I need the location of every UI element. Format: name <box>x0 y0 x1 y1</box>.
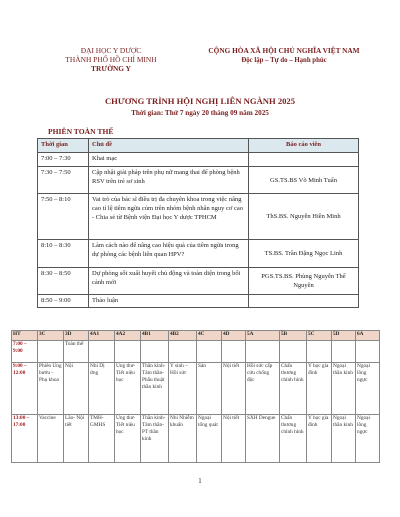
room-header-cell: 5B <box>280 331 307 341</box>
table-row <box>38 295 359 308</box>
room-cell: TMH- GMHS <box>89 415 115 463</box>
room-header-cell: 4B2 <box>169 331 197 341</box>
row-topic: Cập nhật giải pháp trên phụ nữ mang thai để phòng bệnh RSV trên trẻ sơ sinh <box>89 167 249 194</box>
room-cell: Hồi sức cấp cứu chống độc <box>246 363 280 415</box>
university-line-2: THÀNH PHỐ HỒ CHÍ MINH <box>65 55 157 64</box>
room-cell <box>307 341 332 363</box>
room-cell: SXH Dengue <box>246 415 280 463</box>
row-topic: Thảo luận <box>89 295 249 308</box>
room-cell <box>356 341 380 363</box>
row-time: 8:50 – 9:00 <box>38 295 89 308</box>
room-cell <box>38 341 64 363</box>
room-cell: Chấn thương chỉnh hình <box>280 363 307 415</box>
table-row <box>12 341 380 363</box>
room-time-cell: 7:00 – 9:00 <box>12 341 38 363</box>
row-topic: Khai mạc <box>89 153 249 167</box>
national-motto: Độc lập – Tự do – Hạnh phúc <box>241 56 327 64</box>
room-cell: Y sinh – Hồi sức <box>169 363 197 415</box>
table-row <box>38 240 359 268</box>
room-header-cell: 3D <box>64 331 89 341</box>
room-header-cell: 4D <box>222 331 246 341</box>
table-row <box>12 363 380 415</box>
row-time: 7:30 – 7:50 <box>38 167 89 194</box>
row-speaker <box>249 295 359 308</box>
row-time: 8:10 – 8:30 <box>38 240 89 268</box>
room-cell: Nội <box>64 363 89 415</box>
room-cell: Toàn thể <box>64 341 89 363</box>
row-topic: Dự phòng sốt xuất huyết chủ động và toàn diện trong bối cảnh mới <box>89 268 249 295</box>
row-speaker <box>249 153 359 167</box>
program-title: CHƯƠNG TRÌNH HỘI NGHỊ LIÊN NGÀNH 2025 <box>104 96 296 106</box>
room-cell: Ung thư- Tiết niệu học <box>115 363 141 415</box>
room-cell: Nhi Nhiễm khuẩn <box>169 415 197 463</box>
national-header <box>196 46 372 65</box>
national-title: CỘNG HÒA XÃ HỘI CHỦ NGHĨA VIỆT NAM <box>208 46 360 55</box>
room-cell: Ngoại lồng ngực <box>356 415 380 463</box>
room-cell <box>246 341 280 363</box>
table-row <box>38 268 359 295</box>
university-header <box>56 46 166 73</box>
plenary-section-title: PHIÊN TOÀN THỂ <box>48 127 114 136</box>
room-cell: Vaccine <box>38 415 64 463</box>
room-cell: Y học gia đình <box>307 415 332 463</box>
row-topic: Làm cách nào để nâng cao hiệu quả của tiêm ngừa trong dự phòng các bệnh liên quan HPV? <box>89 240 249 268</box>
row-time: 7:50 – 8:10 <box>38 194 89 240</box>
room-header-cell: 4A2 <box>115 331 141 341</box>
page-number: 1 <box>198 478 202 485</box>
room-cell <box>197 341 222 363</box>
room-cell: Sản <box>197 363 222 415</box>
room-header-cell: 6A <box>356 331 380 341</box>
table-row <box>38 167 359 194</box>
row-time: 7:00 – 7:30 <box>38 153 89 167</box>
room-time-cell: 13:00 – 17:00 <box>12 415 38 463</box>
room-cell: Y học gia đình <box>307 363 332 415</box>
room-cell: Ngoại thần kinh <box>332 415 356 463</box>
room-cell: Thần kinh- Tâm thần- PT thần kinh <box>141 415 169 463</box>
room-header-row <box>12 331 380 341</box>
row-speaker: TS.BS. Trần Đặng Ngọc Linh <box>249 240 359 268</box>
row-time: 8:30 – 8:50 <box>38 268 89 295</box>
room-schedule-table <box>11 330 380 463</box>
room-cell: Ngoại lồng ngực <box>356 363 380 415</box>
table-row <box>38 153 359 167</box>
room-cell: Ngoại tổng quát <box>197 415 222 463</box>
table-row <box>12 415 380 463</box>
room-cell: Ung thư- Tiết niệu học <box>115 415 141 463</box>
row-speaker: GS.TS.BS Võ Minh Tuấn <box>249 167 359 194</box>
room-cell: Nội tiết <box>222 415 246 463</box>
room-header-cell: 5C <box>307 331 332 341</box>
room-cell <box>89 341 115 363</box>
room-header-cell: 4C <box>197 331 222 341</box>
room-cell: Nhi Dị ứng <box>89 363 115 415</box>
room-cell <box>332 341 356 363</box>
header-time: Thời gian <box>38 139 89 153</box>
room-cell: Thần kinh- Tâm thần- Phẫu thuật thần kinh <box>141 363 169 415</box>
header-topic: Chủ đề <box>89 139 249 153</box>
room-cell: Lão- Nội tiết <box>64 415 89 463</box>
room-cell: Nội tiết <box>222 363 246 415</box>
header-speaker: Báo cáo viên <box>249 139 359 153</box>
room-header-cell: HT <box>12 331 38 341</box>
room-cell <box>222 341 246 363</box>
room-cell: Phiên Ung bướu - Phụ khoa <box>38 363 64 415</box>
table-row <box>38 194 359 240</box>
program-time: Thời gian: Thứ 7 ngày 20 tháng 09 năm 2025 <box>131 109 269 117</box>
room-header-cell: 4B1 <box>141 331 169 341</box>
room-cell: Ngoại thần kinh <box>332 363 356 415</box>
plenary-header-row <box>38 139 359 153</box>
room-cell <box>169 341 197 363</box>
room-header-cell: 3C <box>38 331 64 341</box>
university-line-3: TRƯỜNG Y <box>91 64 131 73</box>
plenary-table <box>37 138 359 308</box>
room-cell <box>115 341 141 363</box>
room-header-cell: 5D <box>332 331 356 341</box>
room-cell <box>141 341 169 363</box>
room-time-cell: 9:00 – 12:00 <box>12 363 38 415</box>
room-cell: Chấn thương chỉnh hình <box>280 415 307 463</box>
room-header-cell: 4A1 <box>89 331 115 341</box>
row-speaker: PGS.TS.BS. Phùng Nguyễn Thế Nguyên <box>249 268 359 295</box>
row-topic: Vai trò của bác sĩ điều trị đa chuyên khoa trong việc nâng cao tỉ lệ tiêm ngừa cúm trên nhóm bệnh nhân nguy cơ cao - Chia sẻ từ Bệnh viện Đại học Y dược TPHCM <box>89 194 249 240</box>
room-cell <box>280 341 307 363</box>
room-header-cell: 5A <box>246 331 280 341</box>
university-line-1: ĐẠI HỌC Y DƯỢC <box>80 46 142 55</box>
row-speaker: ThS.BS. Nguyễn Hiền Minh <box>249 194 359 240</box>
